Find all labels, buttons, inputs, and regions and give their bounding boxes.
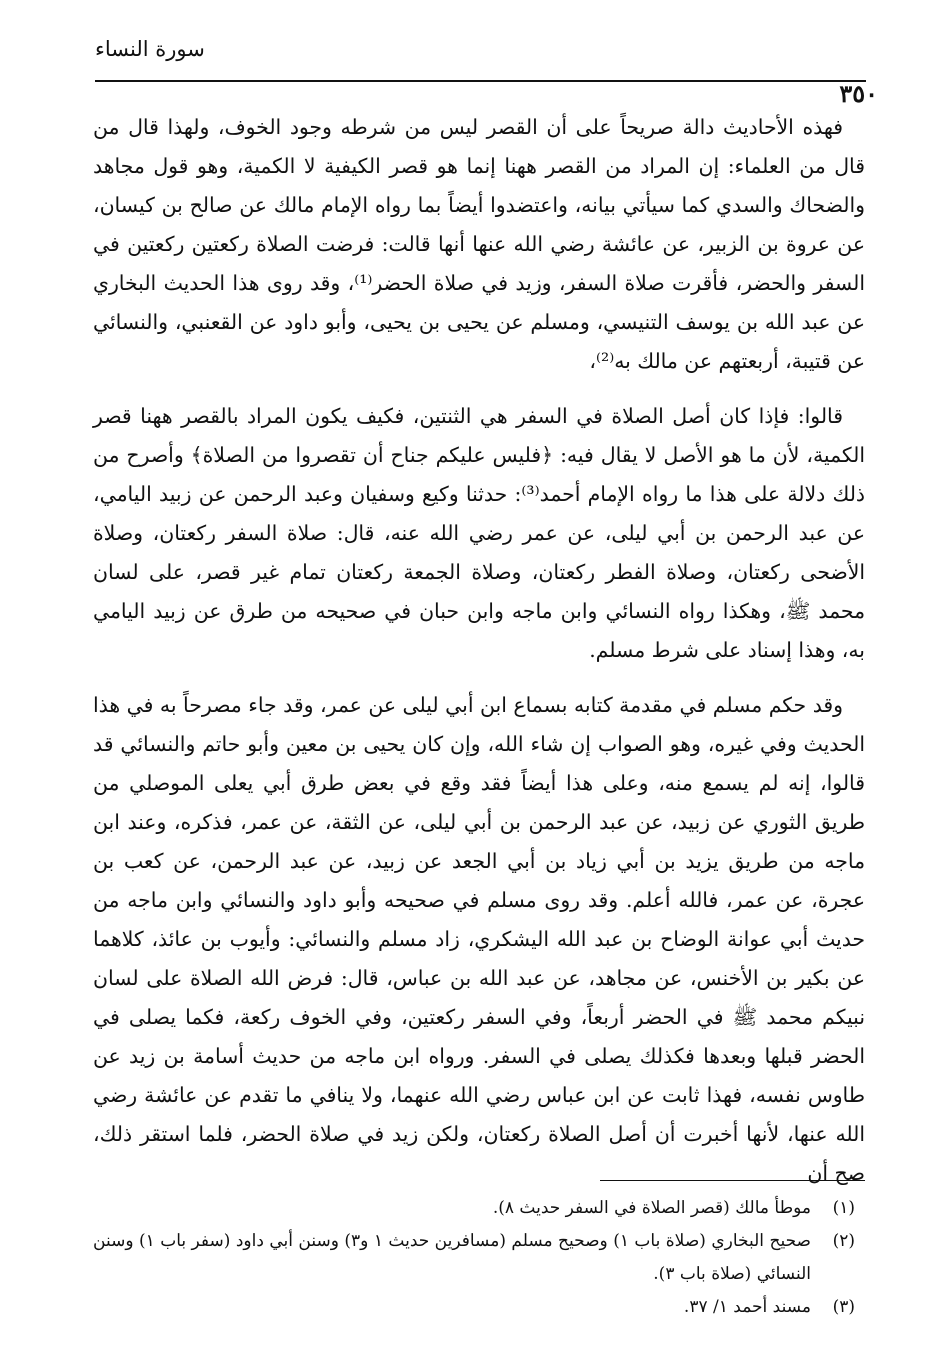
paragraph-3: وقد حكم مسلم في مقدمة كتابه بسماع ابن أبي ليلى عن عمر، وقد جاء مصرحاً به في هذا الحديث وفي غيره، وهو الصواب إن شاء الله، وإن كان يحيى بن معين وأبو حاتم والنسائي قد قالوا، إنه لم يسمع منه، وعلى هذا أيضاً فقد وقع في بعض طرق أبي يعلى الموصلي من طريق الثوري عن زبيد، عن عبد الرحمن بن أبي ليلى، عن الثقة، عن عمر، فذكره، وعند ابن ماجه من طريق يزيد بن أبي زياد بن أبي الجعد عن زبيد، عن عبد الرحمن، عن كعب بن عجرة، عن عمر، فالله أعلم. وقد روى مسلم في صحيحه وأبو داود والنسائي وابن ماجه من حديث أبي عوانة الوضاح بن عبد الله اليشكري، زاد مسلم والنسائي: وأيوب بن عائذ، كلاهما عن بكير بن الأخنس، عن مجاهد، عن عبد الله بن عباس، قال: فرض الله الصلاة على لسان نبيكم محمد ﷺ في الحضر أربعاً، وفي السفر ركعتين، وفي الخوف ركعة، فكما يصلى في الحضر قبلها وبعدها فكذلك يصلى في السفر. ورواه ابن ماجه من حديث أسامة بن زيد عن طاوس نفسه، فهذا ثابت عن ابن عباس رضي الله عنهما، ولا ينافي ما تقدم عن عائشة رضي الله عنها، لأنها أخبرت أن أصل الصلاة ركعتان، ولكن زيد في صلاة الحضر، فلما استقر ذلك، صح أن xyxy=(93,693,865,1185)
footnote-text: صحيح البخاري (صلاة باب ١) وصحيح مسلم (مسافرين حديث ١ و٣) وسنن أبي داود (سفر باب ١) وسنن النسائي (صلاة باب ٣). xyxy=(93,1231,811,1284)
footnote-2 xyxy=(93,1225,865,1291)
footnote-rule xyxy=(600,1180,865,1181)
footnote-number: (٣) xyxy=(832,1297,855,1317)
footnote-3 xyxy=(93,1291,865,1324)
paragraph-2: قالوا: فإذا كان أصل الصلاة في السفر هي الثنتين، فكيف يكون المراد بالقصر ههنا قصر الكمية، لأن ما هو الأصل لا يقال فيه: ﴿فليس عليكم جناح أن تقصروا من الصلاة﴾ وأصرح من ذلك دلالة على هذا ما رواه الإمام أحمد⁽³⁾: حدثنا وكيع وسفيان وعبد الرحمن عن زبيد اليامي، عن عبد الرحمن بن أبي ليلى، عن عمر رضي الله عنه، قال: صلاة السفر ركعتان، وصلاة الأضحى ركعتان، وصلاة الفطر ركعتان، وصلاة الجمعة ركعتان تمام غير قصر، على لسان محمد ﷺ، وهكذا رواه النسائي وابن ماجه وابن حبان في صحيحه من طرق عن زبيد اليامي به، وهذا إسناد على شرط مسلم. xyxy=(93,404,865,662)
footnote-number: (١) xyxy=(832,1198,855,1218)
paragraph-1: فهذه الأحاديث دالة صريحاً على أن القصر ليس من شرطه وجود الخوف، ولهذا قال من قال من العلماء: إن المراد من القصر ههنا إنما هو قصر الكيفية لا الكمية، وهو قول مجاهد والضحاك والسدي كما سيأتي بيانه، واعتضدوا أيضاً بما رواه الإمام مالك عن صالح بن كيسان، عن عروة بن الزبير، عن عائشة رضي الله عنها أنها قالت: فرضت الصلاة ركعتين ركعتين في السفر والحضر، فأقرت صلاة السفر، وزيد في صلاة الحضر⁽¹⁾، وقد روى هذا الحديث البخاري عن عبد الله بن يوسف التنيسي، ومسلم عن يحيى بن يحيى، وأبو داود عن القعنبي، والنسائي عن قتيبة، أربعتهم عن مالك به⁽²⁾، xyxy=(93,115,865,373)
main-text xyxy=(93,108,865,1193)
running-title: سورة النساء xyxy=(95,37,205,61)
footnote-1 xyxy=(93,1192,865,1225)
header-rule xyxy=(95,80,866,82)
page-number: ٣٥٠ xyxy=(839,79,878,108)
footnote-text: موطأ مالك (قصر الصلاة في السفر حديث ٨). xyxy=(492,1198,811,1218)
footnote-text: مسند أحمد ١/ ٣٧. xyxy=(683,1297,811,1317)
footnotes xyxy=(93,1192,865,1324)
footnote-number: (٢) xyxy=(832,1231,855,1251)
